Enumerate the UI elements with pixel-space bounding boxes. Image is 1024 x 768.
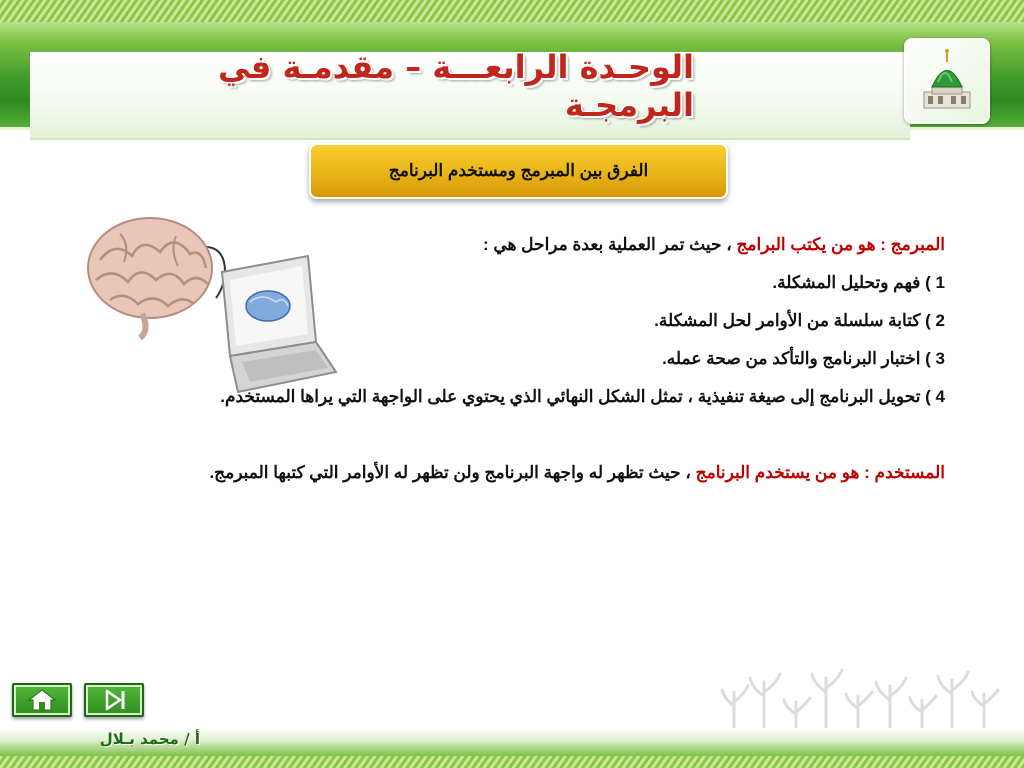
list-item: 1 ) فهم وتحليل المشكلة. [772, 273, 945, 292]
list-item: 4 ) تحويل البرنامج إلى صيغة تنفيذية ، تمثل الشكل النهائي الذي يحتوي على الواجهة التي يراها المستخدم. [220, 387, 945, 406]
next-end-icon [99, 688, 129, 712]
list-item: 3 ) اختبار البرنامج والتأكد من صحة عمله. [662, 349, 945, 368]
user-definition [80, 454, 945, 492]
unit-title: الوحـدة الرابعـــة – مقدمـة في البرمجـة [218, 48, 694, 124]
next-end-button[interactable] [84, 683, 144, 717]
mosque-dome-icon [912, 46, 982, 116]
programmer-definition [80, 226, 945, 264]
list-item: 2 ) كتابة سلسلة من الأوامر لحل المشكلة. [654, 311, 945, 330]
home-button[interactable] [12, 683, 72, 717]
subtitle-banner [309, 143, 728, 199]
programmer-text: ، حيث تمر العملية بعدة مراحل هي : [482, 235, 737, 254]
header-stripes [0, 0, 1024, 22]
content-area [80, 226, 945, 492]
user-label: المستخدم : هو من يستخدم البرنامج [695, 463, 945, 482]
user-text: ، حيث تظهر له واجهة البرنامج ولن تظهر له الأوامر التي كتبها المبرمج. [209, 463, 696, 482]
spacer [80, 416, 945, 454]
home-icon [27, 688, 57, 712]
logo [904, 38, 990, 124]
author-name: أ / محمد بـلال [99, 730, 200, 748]
subtitle-text: الفرق بين المبرمج ومستخدم البرنامج [388, 161, 649, 180]
footer-stripes [0, 756, 1024, 768]
programmer-label: المبرمج : هو من يكتب البرامج [736, 235, 945, 254]
